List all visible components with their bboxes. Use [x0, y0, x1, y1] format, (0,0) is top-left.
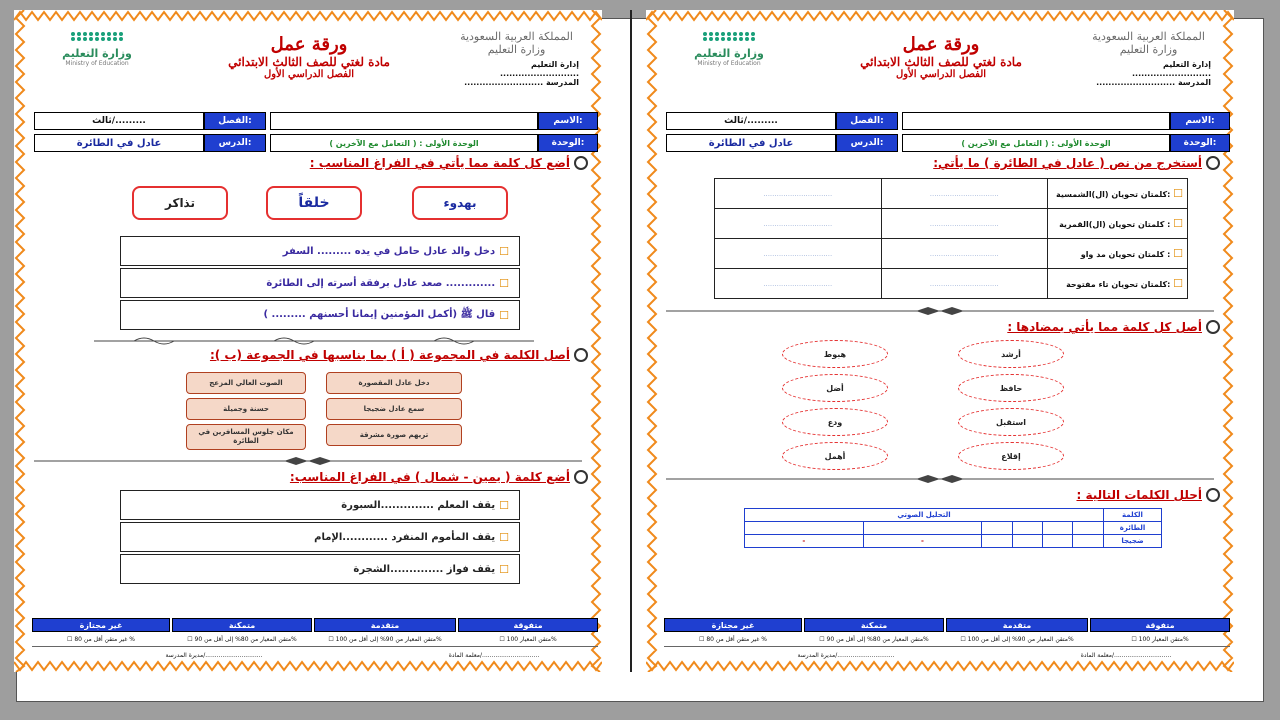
- zigzag-border-left: [14, 10, 26, 672]
- level-3-criterion: ☐ متقن المعيار من 80% إلى أقل من 90%: [819, 636, 929, 643]
- level-3-criterion: ☐ متقن المعيار من 80% إلى أقل من 90%: [187, 636, 297, 643]
- sentence-3[interactable]: [120, 300, 520, 330]
- zigzag-border-top: [646, 10, 1234, 22]
- question-circle-icon: [1206, 488, 1220, 502]
- analysis-cell[interactable]: [982, 535, 1012, 548]
- extraction-table: [714, 178, 1188, 299]
- admin-label: إدارة التعليم: [1162, 60, 1211, 69]
- level-1-criterion: ☐ متقن المعيار 100%: [499, 636, 557, 643]
- name-label: الاسم:: [538, 112, 598, 130]
- sentence-2-text: صعد عادل برفقة أسرته إلى الطائرة .............: [266, 277, 496, 289]
- logo-text-en: Ministry of Education: [697, 60, 761, 67]
- checkbox-icon: ☐: [499, 562, 509, 576]
- answer-cell[interactable]: ...............................: [881, 269, 1048, 299]
- lesson-label: الدرس:: [204, 134, 266, 152]
- level-2-header: متقدمة: [314, 618, 456, 632]
- unit-label: الوحدة:: [1170, 134, 1230, 152]
- zigzag-border-right: [590, 10, 602, 672]
- analysis-cell[interactable]: [745, 522, 864, 535]
- name-field[interactable]: [902, 112, 1170, 130]
- row-prompt: كلمتان تحويان مد واو : ☐: [1048, 239, 1188, 269]
- question-3-heading: [1076, 488, 1220, 502]
- opposite-word[interactable]: إقلاع: [958, 442, 1064, 470]
- fill-sentence-2-text: يقف المأموم المنفرد ............الإمام: [314, 531, 496, 543]
- lesson-field: عادل في الطائرة: [666, 134, 836, 152]
- page-divider: [630, 10, 632, 672]
- group-b-item-2[interactable]: حسنة وجميلة: [186, 398, 306, 420]
- table-row: [745, 535, 1162, 548]
- semester-title: الفصل الدراسي الأول: [263, 69, 355, 80]
- kingdom-emblem-text: المملكة العربية السعودية: [1092, 30, 1205, 43]
- unit-label: الوحدة:: [538, 134, 598, 152]
- subject-title: مادة لغتي للصف الثالث الابتدائي: [228, 55, 390, 69]
- fill-sentence-3-text: يقف فواز ..............الشجرة: [353, 563, 496, 575]
- table-row: [745, 509, 1162, 522]
- group-a-item-3[interactable]: تريهم صورة مشرقة: [326, 424, 462, 446]
- checkbox-icon: ☐: [1173, 217, 1183, 230]
- checkbox-icon: ☐: [499, 308, 509, 322]
- kingdom-ministry-text: وزارة التعليم: [1119, 43, 1178, 56]
- teacher-signature: معلمة المادة/..............................: [1080, 652, 1172, 659]
- logo-text-ar: وزارة التعليم: [62, 47, 132, 60]
- question-1-text: أضع كل كلمة مما يأتي في الفراغ المناسب :: [309, 156, 570, 170]
- kingdom-ministry-text: وزارة التعليم: [487, 43, 546, 56]
- checkbox-icon: ☐: [499, 244, 509, 258]
- school-label: المدرسة: [1177, 78, 1211, 87]
- ornament-divider: [94, 336, 534, 346]
- class-label: الفصل:: [836, 112, 898, 130]
- level-3-header: متمكنة: [172, 618, 312, 632]
- answer-cell[interactable]: ...............................: [881, 179, 1048, 209]
- question-1-heading: [933, 156, 1220, 170]
- worksheet-title: ورقة عمل: [902, 34, 980, 55]
- kingdom-block: المملكة العربية السعودية وزارة التعليم إدارة التعليم .......................... المدرسة ..........................: [1086, 30, 1211, 87]
- answer-cell[interactable]: ...............................: [715, 269, 882, 299]
- question-2-heading: [210, 348, 588, 362]
- row-prompt: كلمتان تحويان تاء مفتوحة: ☐: [1048, 269, 1188, 299]
- worksheet-title: ورقة عمل: [270, 34, 348, 55]
- logo-text-en: Ministry of Education: [65, 60, 129, 67]
- analysis-cell[interactable]: [1042, 535, 1072, 548]
- question-3-heading: [290, 470, 588, 484]
- word-box-1[interactable]: بهدوء: [412, 186, 508, 220]
- opposite-word[interactable]: استقبل: [958, 408, 1064, 436]
- checkbox-icon: ☐: [1173, 187, 1183, 200]
- principal-signature: مديرة المدرسة/..............................: [165, 652, 263, 659]
- name-label: الاسم:: [1170, 112, 1230, 130]
- analysis-cell[interactable]: [1012, 522, 1042, 535]
- zigzag-border-left: [646, 10, 658, 672]
- table-row: [715, 209, 1188, 239]
- word-box-2[interactable]: خلقاً: [266, 186, 362, 220]
- analysis-cell[interactable]: [1073, 535, 1104, 548]
- fill-sentence-2[interactable]: [120, 522, 520, 552]
- word-header: الكلمة: [1104, 509, 1162, 522]
- zigzag-border-bottom: [14, 660, 602, 672]
- checkbox-icon: ☐: [1173, 277, 1183, 290]
- kingdom-block: المملكة العربية السعودية وزارة التعليم إدارة التعليم .......................... المدرسة ..........................: [454, 30, 579, 87]
- kingdom-emblem-text: المملكة العربية السعودية: [460, 30, 573, 43]
- unit-field: الوحدة الأولى : ( التعامل مع الآخرين ): [902, 134, 1170, 152]
- question-circle-icon: [574, 348, 588, 362]
- analysis-cell[interactable]: [1012, 535, 1042, 548]
- level-4-criterion: ☐ غير متقن أقل من 80 %: [67, 636, 135, 643]
- question-circle-icon: [1206, 156, 1220, 170]
- answer-cell[interactable]: ...............................: [715, 179, 882, 209]
- analysis-cell[interactable]: -: [863, 535, 982, 548]
- class-field[interactable]: ثالث/.........: [666, 112, 836, 130]
- opposite-word[interactable]: أهمل: [782, 442, 888, 470]
- analysis-cell[interactable]: [863, 522, 982, 535]
- sentence-3-text: قال ﷺ (أكمل المؤمنين إيمانا أحسنهم ......... ): [263, 309, 496, 320]
- table-row: [715, 239, 1188, 269]
- answer-cell[interactable]: ...............................: [715, 209, 882, 239]
- admin-label: إدارة التعليم: [530, 60, 579, 69]
- analysis-cell[interactable]: [982, 522, 1012, 535]
- question-2-heading: [1007, 320, 1220, 334]
- opposite-word[interactable]: هبوط: [782, 340, 888, 368]
- name-field[interactable]: [270, 112, 538, 130]
- question-1-heading: [310, 156, 588, 170]
- ministry-logo: [42, 32, 152, 67]
- opposite-word[interactable]: حافظ: [958, 374, 1064, 402]
- level-1-header: متفوقة: [458, 618, 598, 632]
- principal-signature: مديرة المدرسة/..............................: [797, 652, 895, 659]
- question-2-text: أصل كل كلمة مما يأتي بمضادها :: [1007, 320, 1202, 334]
- opposite-word[interactable]: أضل: [782, 374, 888, 402]
- checkbox-icon: ☐: [1173, 247, 1183, 260]
- sentence-1[interactable]: [120, 236, 520, 266]
- analysis-header: التحليل الصوتي: [745, 509, 1104, 522]
- analysis-table: [744, 508, 1162, 548]
- table-row: [715, 269, 1188, 299]
- level-1-criterion: ☐ متقن المعيار 100%: [1131, 636, 1189, 643]
- row-prompt: كلمتان تحويان (ال)القمرية : ☐: [1048, 209, 1188, 239]
- footer-rule: [32, 646, 598, 647]
- row-prompt: كلمتان تحويان (ال)الشمسية: ☐: [1048, 179, 1188, 209]
- level-3-header: متمكنة: [804, 618, 944, 632]
- group-b-item-3[interactable]: مكان جلوس المسافرين في الطائرة: [186, 424, 306, 450]
- level-1-header: متفوقة: [1090, 618, 1230, 632]
- question-1-text: أستخرج من نص ( عادل في الطائرة ) ما يأتي:: [933, 156, 1202, 170]
- analysis-cell[interactable]: [1073, 522, 1104, 535]
- sentence-2[interactable]: [120, 268, 520, 298]
- level-2-criterion: ☐ متقن المعيار من 90% إلى أقل من 100%: [960, 636, 1074, 643]
- group-b-item-1[interactable]: الصوت العالي المزعج: [186, 372, 306, 394]
- checkbox-icon: ☐: [499, 530, 509, 544]
- question-3-text: أضع كلمة ( يمين - شمال ) في الفراغ المناسب:: [289, 470, 570, 484]
- unit-field: الوحدة الأولى : ( التعامل مع الآخرين ): [270, 134, 538, 152]
- analysis-word: ضجيجا: [1104, 535, 1162, 548]
- opposite-word[interactable]: أرشد: [958, 340, 1064, 368]
- ornament-divider: [34, 456, 582, 466]
- ornament-divider: [666, 474, 1214, 484]
- class-field[interactable]: ثالث/.........: [34, 112, 204, 130]
- worksheet-page-left: [14, 10, 602, 672]
- level-2-header: متقدمة: [946, 618, 1088, 632]
- table-row: [745, 522, 1162, 535]
- question-circle-icon: [574, 156, 588, 170]
- checkbox-icon: ☐: [499, 276, 509, 290]
- teacher-signature: معلمة المادة/..............................: [448, 652, 540, 659]
- level-4-header: غير مجتازة: [664, 618, 802, 632]
- opposite-word[interactable]: ودع: [782, 408, 888, 436]
- question-circle-icon: [574, 470, 588, 484]
- level-2-criterion: ☐ متقن المعيار من 90% إلى أقل من 100%: [328, 636, 442, 643]
- fill-sentence-3[interactable]: [120, 554, 520, 584]
- answer-cell[interactable]: ...............................: [881, 239, 1048, 269]
- logo-dots-icon: [42, 32, 152, 41]
- answer-cell[interactable]: ...............................: [715, 239, 882, 269]
- logo-dots-icon: [674, 32, 784, 41]
- analysis-cell[interactable]: [1042, 522, 1072, 535]
- analysis-cell[interactable]: -: [745, 535, 864, 548]
- zigzag-border-bottom: [646, 660, 1234, 672]
- level-4-header: غير مجتازة: [32, 618, 170, 632]
- group-a-item-1[interactable]: دخل عادل المقصورة: [326, 372, 462, 394]
- word-box-3[interactable]: تذاكر: [132, 186, 228, 220]
- fill-sentence-1-text: يقف المعلم ..............السبورة: [341, 499, 496, 511]
- question-circle-icon: [1206, 320, 1220, 334]
- ornament-divider: [666, 306, 1214, 316]
- checkbox-icon: ☐: [499, 498, 509, 512]
- title-block: [816, 34, 1066, 80]
- footer-rule: [664, 646, 1230, 647]
- title-block: [184, 34, 434, 80]
- lesson-label: الدرس:: [836, 134, 898, 152]
- question-3-text: أحلل الكلمات التالية :: [1076, 488, 1202, 502]
- zigzag-border-right: [1222, 10, 1234, 672]
- sentence-1-text: دخل والد عادل حامل في يده ......... السفر: [282, 245, 496, 257]
- subject-title: مادة لغتي للصف الثالث الابتدائي: [860, 55, 1022, 69]
- fill-sentence-1[interactable]: [120, 490, 520, 520]
- analysis-word: الطائرة: [1104, 522, 1162, 535]
- lesson-field: عادل في الطائرة: [34, 134, 204, 152]
- group-a-item-2[interactable]: سمع عادل ضجيجا: [326, 398, 462, 420]
- school-label: المدرسة: [545, 78, 579, 87]
- answer-cell[interactable]: ...............................: [881, 209, 1048, 239]
- zigzag-border-top: [14, 10, 602, 22]
- semester-title: الفصل الدراسي الأول: [895, 69, 987, 80]
- worksheet-page-right: [646, 10, 1234, 672]
- ministry-logo: [674, 32, 784, 67]
- question-2-text: أصل الكلمة في المجموعة ( أ ) بما يناسبها في الجموعة (ب ):: [209, 348, 570, 362]
- class-label: الفصل:: [204, 112, 266, 130]
- table-row: [715, 179, 1188, 209]
- logo-text-ar: وزارة التعليم: [694, 47, 764, 60]
- level-4-criterion: ☐ غير متقن أقل من 80 %: [699, 636, 767, 643]
